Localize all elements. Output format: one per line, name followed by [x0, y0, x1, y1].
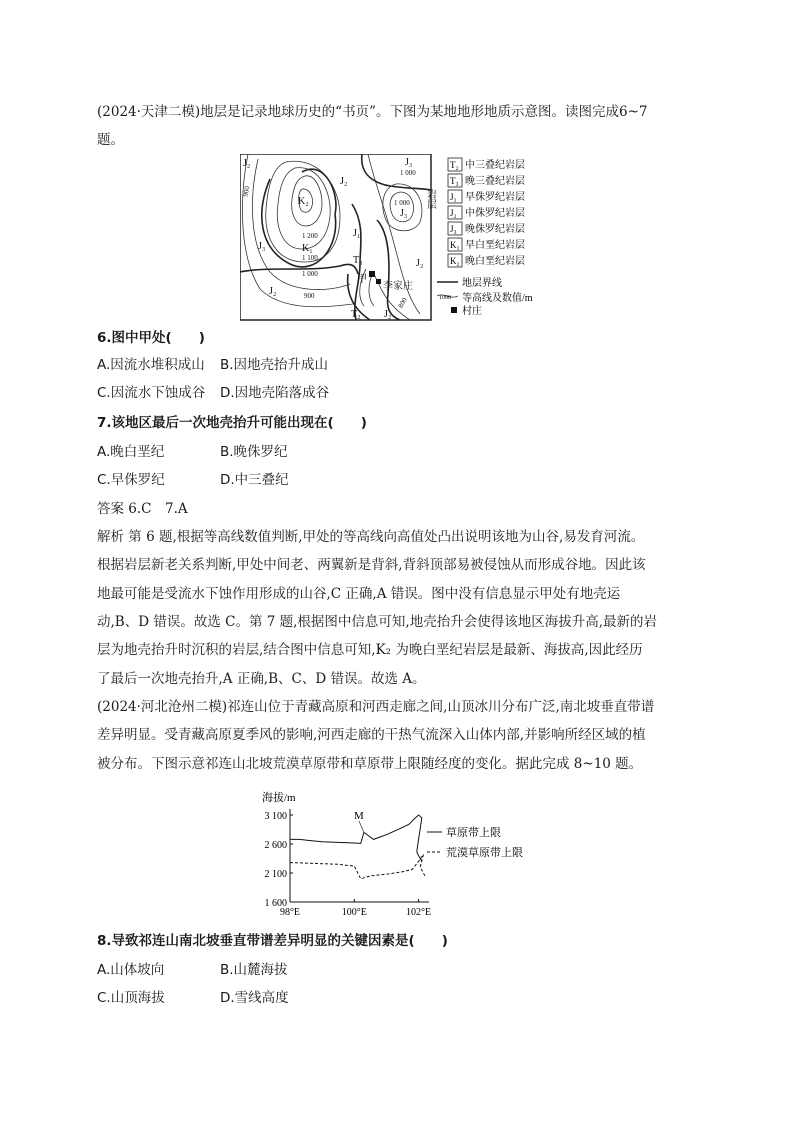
intro-text-line: (2024·河北沧州二模)祁连山位于青藏高原和河西走廊之间,山顶冰川分布广泛,南北坡垂直带谱 — [97, 699, 655, 715]
question-stem: 7.该地区最后一次地壳抬升可能出现在( ) — [97, 415, 367, 431]
map-label: 甲 — [357, 274, 367, 285]
map-label: 李家庄 — [383, 281, 413, 292]
intro-text-line: 题。 — [97, 132, 124, 148]
legend-code: T₂ — [450, 160, 459, 170]
legend-series-label: 草原带上限 — [446, 827, 501, 839]
legend-label: 晚白垩纪岩层 — [465, 256, 525, 267]
option-a: A.山体坡向 — [97, 962, 165, 978]
legend-contour-label: 等高线及数值/m — [462, 293, 533, 304]
legend-code: J₁ — [450, 192, 457, 202]
map-label: J₂ — [384, 309, 392, 320]
map-label: J₂ — [269, 286, 277, 297]
map-label: 900 — [241, 185, 252, 198]
map-label: T₃ — [353, 255, 363, 266]
explanation-line: 根据岩层新老关系判断,甲处中间老、两翼新是背斜,背斜顶部易被侵蚀从而形成谷地。因此该 — [97, 557, 646, 573]
map-label: J₃ — [258, 241, 266, 252]
village-marker — [376, 279, 381, 284]
option-d: D.中三叠纪 — [220, 472, 289, 488]
option-d: D.因地壳陷落成谷 — [220, 385, 330, 401]
legend-contour-value: 1000 — [439, 295, 451, 301]
map-label: 800 — [396, 296, 409, 310]
legend-village-label: 村庄 — [462, 306, 482, 317]
explanation-line: 解析 第 6 题,根据等高线数值判断,甲处的等高线向高值处凸出说明该地为山谷,易发育河流。 — [97, 529, 645, 545]
intro-text-line: 被分布。下图示意祁连山北坡荒漠草原带和草原带上限随经度的变化。据此完成 8~10 题。 — [97, 756, 643, 772]
legend-village-icon — [451, 307, 457, 313]
explanation-line: 层为地壳抬升时沉积的岩层,结合图中信息可知,K₂ 为晚白垩纪岩层是最新、海拔高,因此经历 — [97, 642, 643, 658]
option-c: C.因流水下蚀成谷 — [97, 385, 206, 401]
map-legend — [425, 158, 533, 317]
option-b: B.山麓海拔 — [220, 962, 288, 978]
legend-code: K₂ — [450, 256, 460, 266]
y-tick-label: 2 100 — [264, 869, 287, 880]
explanation-line: 了最后一次地壳抬升,A 正确,B、C、D 错误。故选 A。 — [97, 671, 426, 687]
legend-label: 早侏罗纪岩层 — [465, 192, 525, 203]
option-c: C.山顶海拔 — [97, 990, 165, 1006]
explanation-line: 地最可能是受流水下蚀作用形成的山谷,C 正确,A 错误。图中没有信息显示甲处有地壳运 — [97, 586, 621, 602]
y-tick-label: 2 600 — [264, 840, 287, 851]
legend-boundary-label: 地层界线 — [462, 278, 502, 289]
legend-series-label: 荒漠草原带上限 — [446, 847, 523, 859]
map-label: J₂ — [340, 176, 348, 187]
map-label: J₁ — [353, 228, 361, 239]
map-label: 1 000 — [302, 270, 318, 278]
series-line — [290, 854, 425, 878]
legend-label: 晚侏罗纪岩层 — [465, 224, 525, 235]
map-label: K₁ — [302, 243, 313, 254]
legend-label: 中三叠纪岩层 — [465, 160, 525, 171]
map-label: 900 — [304, 292, 315, 300]
y-tick-label: 3 100 — [264, 811, 287, 822]
y-axis-label: 海拔/m — [262, 792, 296, 804]
option-b: B.晚侏罗纪 — [220, 444, 288, 460]
annotation-m: M — [354, 810, 364, 822]
answer: 答案 6.C 7.A — [97, 501, 188, 517]
altitude-chart — [255, 787, 555, 919]
option-a: A.因流水堆积成山 — [97, 357, 205, 373]
legend-code: K₁ — [450, 240, 460, 250]
intro-text-line: 差异明显。受青藏高原夏季风的影响,河西走廊的干热气流深入山体内部,并影响所经区域的植 — [97, 727, 646, 743]
option-d: D.雪线高度 — [220, 990, 289, 1006]
x-tick-label: 100°E — [341, 907, 367, 918]
option-b: B.因地壳抬升成山 — [220, 357, 329, 373]
map-label: 1 200 — [302, 232, 318, 240]
geologic-map — [240, 154, 560, 322]
map-label: J₃ — [405, 157, 413, 168]
map-label: 1 000 — [400, 169, 416, 177]
intro-text-line: (2024·天津二模)地层是记录地球历史的“书页”。下图为某地地形地质示意图。读图完成6~7 — [97, 104, 648, 120]
question-stem: 8.导致祁连山南北坡垂直带谱差异明显的关键因素是( ) — [97, 933, 448, 949]
option-c: C.早侏罗纪 — [97, 472, 165, 488]
legend-label: 早白垩纪岩层 — [465, 240, 525, 251]
option-a: A.晚白垩纪 — [97, 444, 165, 460]
y-tick-label: 1 600 — [264, 898, 287, 909]
question-stem: 6.图中甲处( ) — [97, 330, 205, 346]
legend-code: J₃ — [450, 224, 457, 234]
map-label: K₂ — [298, 196, 309, 207]
map-label: 1 000 — [394, 199, 410, 207]
legend-side-label: 岩层 — [424, 189, 436, 209]
legend-code: J₂ — [450, 208, 457, 218]
legend-label: 晚三叠纪岩层 — [465, 176, 525, 187]
explanation-line: 动,B、D 错误。故选 C。第 7 题,根据图中信息可知,地壳抬升会使得该地区海拔升高,最新的岩 — [97, 614, 657, 630]
map-label: J₂ — [416, 258, 424, 269]
legend-code: T₃ — [450, 176, 459, 186]
map-label: J₂ — [243, 158, 251, 169]
annotation-leader — [359, 821, 364, 832]
map-label: J₃ — [400, 208, 408, 219]
x-tick-label: 102°E — [406, 907, 432, 918]
village-marker — [369, 271, 375, 277]
legend-label: 中侏罗纪岩层 — [465, 208, 525, 219]
map-label: 1 100 — [302, 254, 318, 262]
x-tick-label: 98°E — [279, 907, 301, 918]
map-label: T₂ — [351, 309, 361, 320]
